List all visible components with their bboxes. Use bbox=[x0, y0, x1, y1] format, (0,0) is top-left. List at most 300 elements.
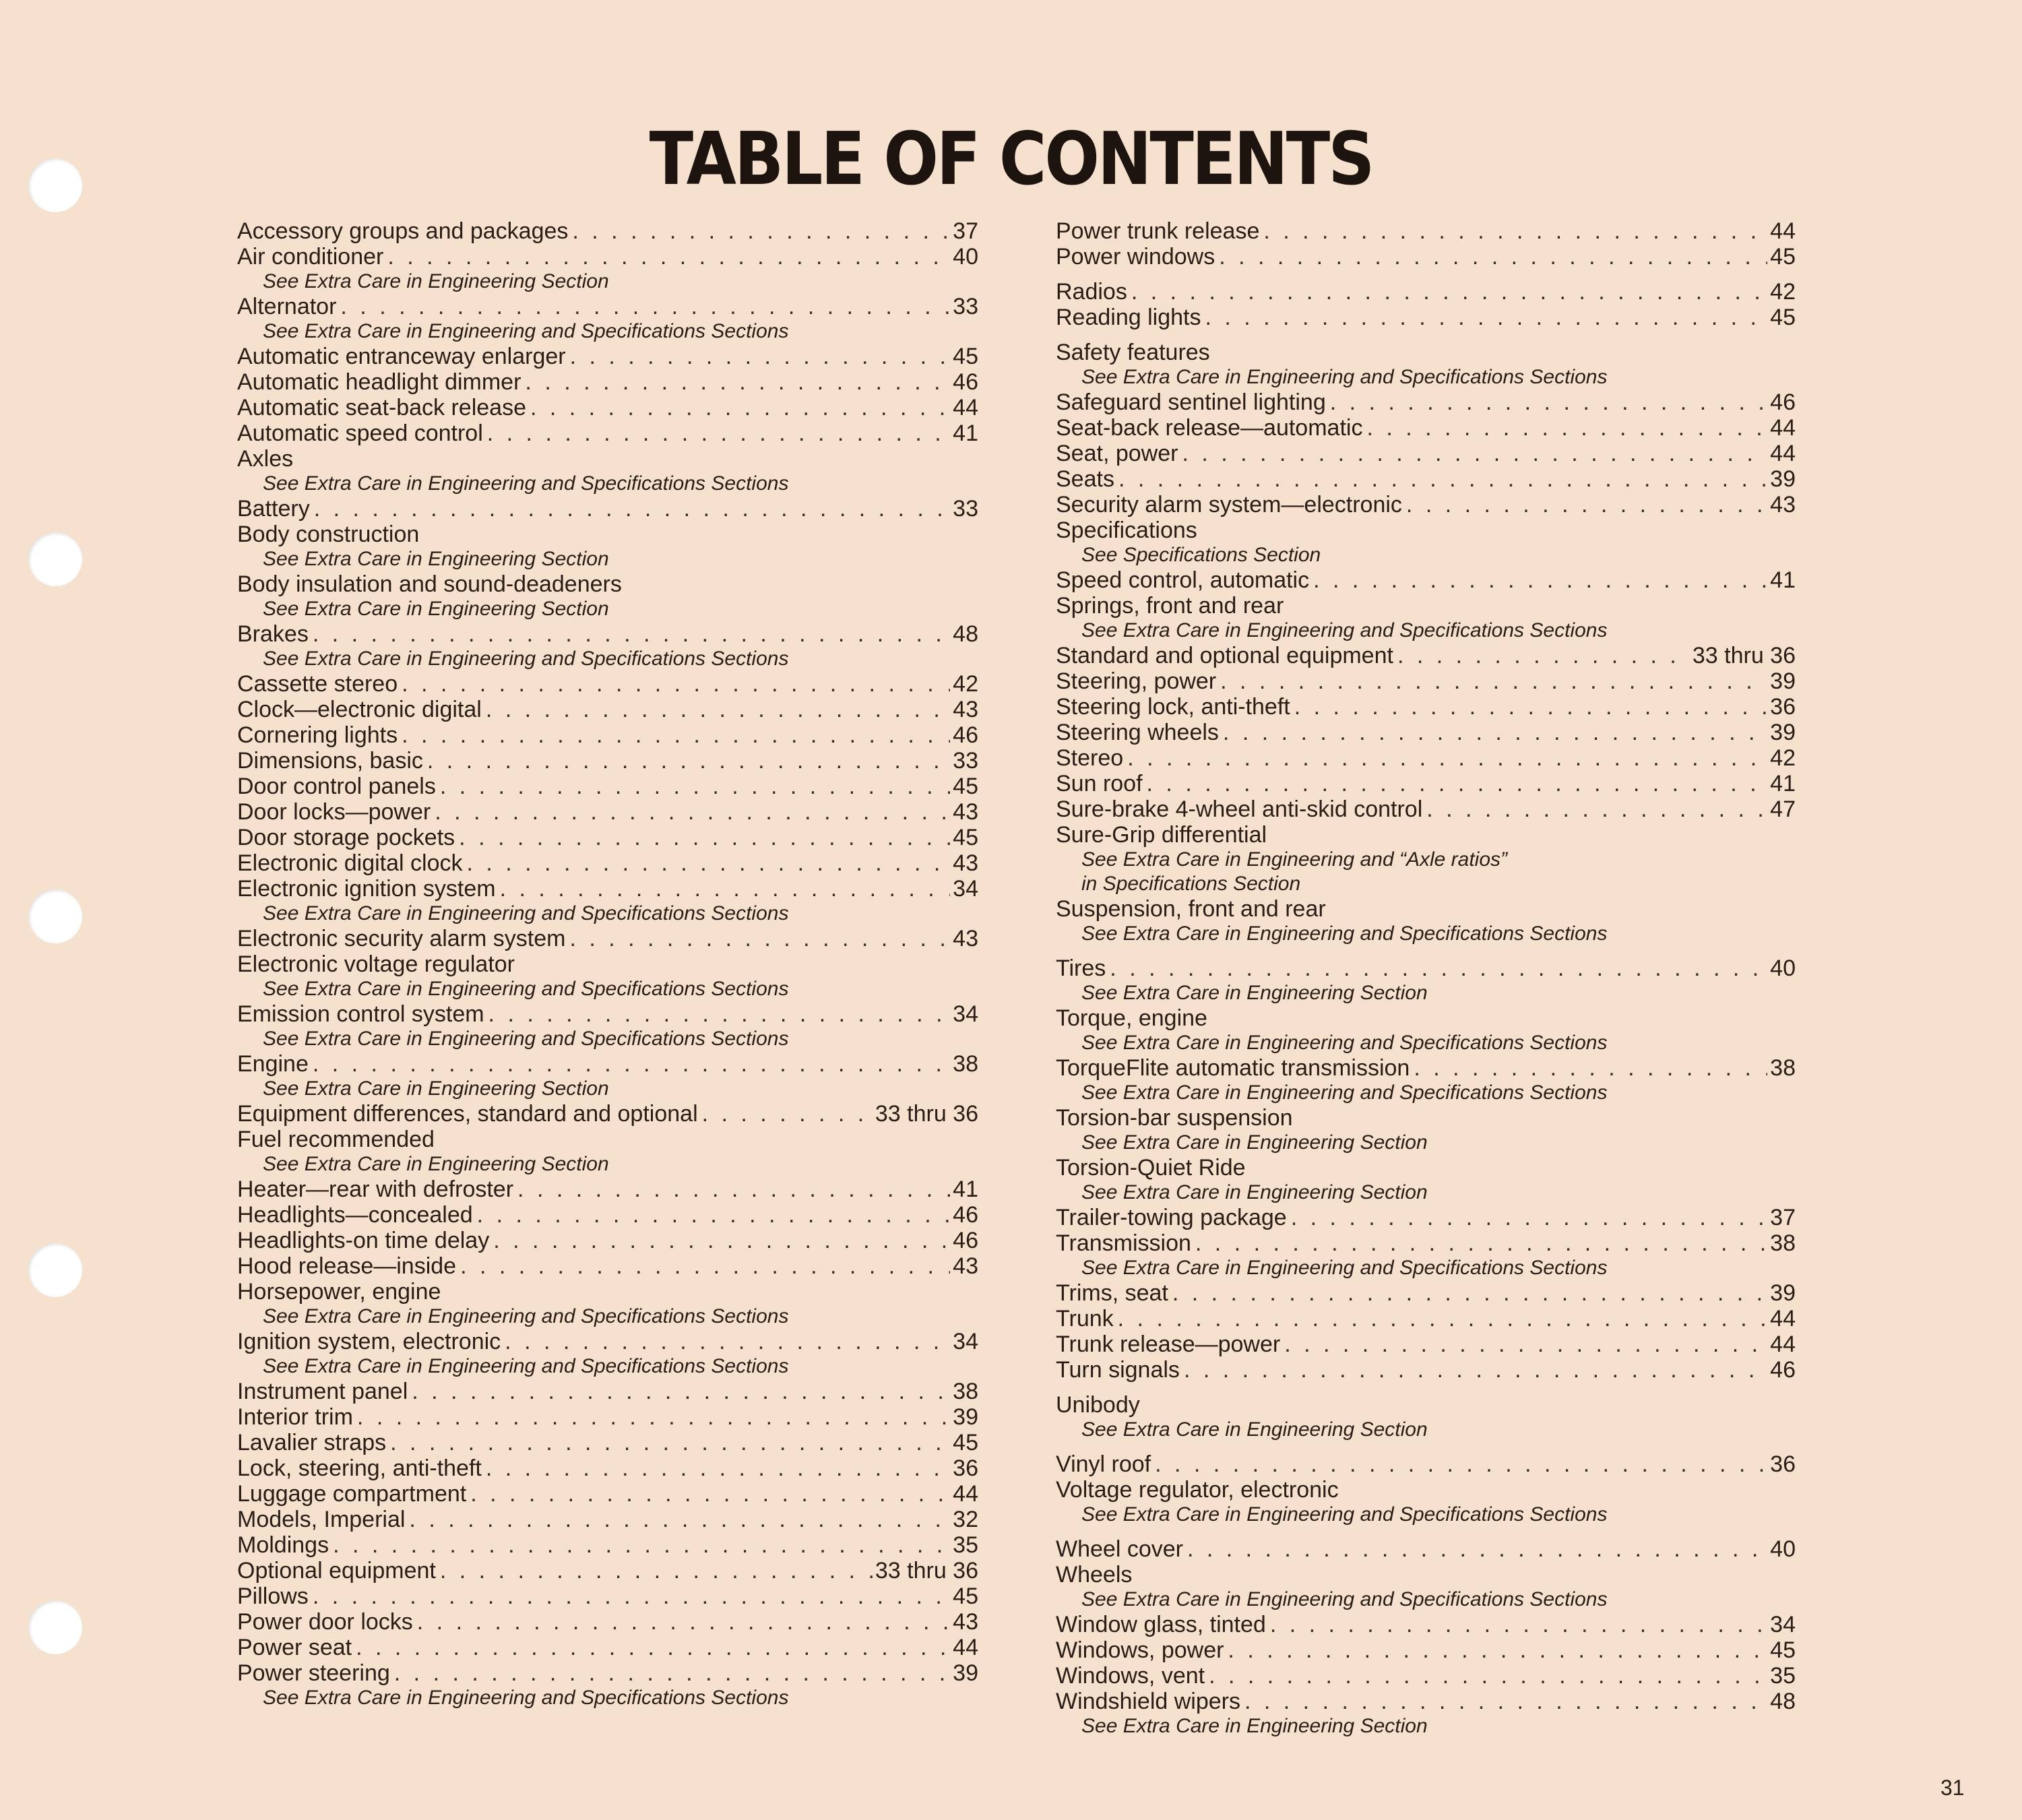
binder-hole bbox=[28, 1243, 82, 1297]
entry-title: Safety features bbox=[1056, 340, 1210, 365]
dot-leader bbox=[1209, 1663, 1767, 1689]
dot-leader bbox=[1205, 305, 1767, 330]
entry-page-number: 33 thru 36 bbox=[1692, 643, 1796, 668]
entry-page-number: 45 bbox=[953, 1583, 978, 1609]
see-also-note: See Extra Care in Engineering Section bbox=[263, 270, 609, 292]
dot-leader bbox=[313, 1583, 950, 1609]
entry-page-number: 39 bbox=[1770, 1280, 1796, 1306]
entry-page-number: 46 bbox=[1770, 1357, 1796, 1383]
entry-page-number: 41 bbox=[1770, 567, 1796, 593]
see-also-note: See Extra Care in Engineering and Specifications Sections bbox=[263, 1028, 789, 1050]
toc-entry bbox=[1056, 896, 1796, 922]
dot-leader bbox=[702, 1101, 873, 1127]
entry-title: Interior trim bbox=[237, 1404, 353, 1430]
see-also-note: See Extra Care in Engineering Section bbox=[1081, 1418, 1428, 1441]
entry-title: Sure-Grip differential bbox=[1056, 822, 1267, 848]
entry-title: Cornering lights bbox=[237, 722, 398, 748]
dot-leader bbox=[493, 1228, 950, 1253]
toc-entry bbox=[1056, 305, 1796, 330]
see-also-note: See Extra Care in Engineering and Specifications Sections bbox=[263, 1305, 789, 1327]
see-also-note: See Extra Care in Engineering and Specifications Sections bbox=[263, 472, 789, 495]
entry-title: Body insulation and sound-deadeners bbox=[237, 571, 622, 597]
entry-title: Suspension, front and rear bbox=[1056, 896, 1326, 922]
dot-leader bbox=[470, 1481, 950, 1507]
entry-page-number: 34 bbox=[953, 1001, 978, 1027]
see-also-note: See Specifications Section bbox=[1081, 544, 1321, 566]
toc-entry bbox=[1056, 720, 1796, 745]
toc-entry bbox=[1056, 1357, 1796, 1383]
toc-entry bbox=[237, 1001, 978, 1027]
entry-page-number: 43 bbox=[953, 1609, 978, 1635]
dot-leader bbox=[356, 1635, 950, 1660]
toc-entry bbox=[237, 1455, 978, 1481]
entry-page-number: 44 bbox=[1770, 1306, 1796, 1331]
see-also-note: See Extra Care in Engineering and Specifications Sections bbox=[1081, 619, 1608, 641]
entry-page-number: 36 bbox=[953, 1455, 978, 1481]
entry-title: Equipment differences, standard and optional bbox=[237, 1101, 698, 1127]
toc-entry bbox=[1056, 955, 1796, 981]
entry-page-number: 33 bbox=[953, 496, 978, 522]
entry-title: Headlights-on time delay bbox=[237, 1228, 490, 1253]
entry-title: Trailer-towing package bbox=[1056, 1205, 1287, 1230]
entry-page-number: 43 bbox=[953, 697, 978, 722]
entry-page-number: 42 bbox=[953, 671, 978, 697]
entry-page-number: 46 bbox=[953, 722, 978, 748]
entry-title: Power windows bbox=[1056, 244, 1215, 270]
entry-title: Voltage regulator, electronic bbox=[1056, 1477, 1339, 1503]
entry-title: Door locks—power bbox=[237, 799, 431, 825]
entry-page-number: 36 bbox=[1770, 694, 1796, 720]
entry-title: Electronic digital clock bbox=[237, 850, 463, 876]
toc-entry bbox=[1056, 218, 1796, 244]
binder-hole bbox=[28, 532, 82, 586]
toc-entry bbox=[1056, 1205, 1796, 1230]
toc-entry bbox=[1056, 1477, 1796, 1503]
dot-leader bbox=[488, 1001, 951, 1027]
entry-title: Door storage pockets bbox=[237, 825, 455, 850]
dot-leader bbox=[440, 774, 950, 799]
see-also-note: See Extra Care in Engineering and Specifications Sections bbox=[1081, 1257, 1608, 1279]
entry-page-number: 32 bbox=[953, 1507, 978, 1532]
entry-page-number: 39 bbox=[1770, 720, 1796, 745]
entry-page-number: 46 bbox=[953, 1228, 978, 1253]
toc-entry bbox=[237, 1609, 978, 1635]
toc-entry bbox=[237, 876, 978, 902]
dot-leader bbox=[1228, 1637, 1767, 1663]
toc-entry bbox=[1056, 822, 1796, 848]
spacer bbox=[1056, 1527, 1796, 1536]
dot-leader bbox=[459, 825, 950, 850]
toc-entry bbox=[1056, 771, 1796, 796]
dot-leader bbox=[412, 1379, 950, 1404]
entry-title: Moldings bbox=[237, 1532, 329, 1558]
entry-title: Specifications bbox=[1056, 517, 1197, 543]
entry-page-number: 34 bbox=[1770, 1612, 1796, 1637]
toc-entry bbox=[1056, 1280, 1796, 1306]
entry-page-number: 35 bbox=[1770, 1663, 1796, 1689]
entry-title: Windows, vent bbox=[1056, 1663, 1205, 1689]
toc-entry bbox=[237, 825, 978, 850]
toc-entry bbox=[237, 395, 978, 420]
entry-title: Electronic security alarm system bbox=[237, 926, 566, 951]
entry-title: Vinyl roof bbox=[1056, 1451, 1151, 1477]
entry-title: Engine bbox=[237, 1051, 309, 1077]
entry-page-number: 44 bbox=[1770, 218, 1796, 244]
entry-title: Hood release—inside bbox=[237, 1253, 457, 1279]
dot-leader bbox=[394, 1660, 950, 1686]
entry-title: Torsion-Quiet Ride bbox=[1056, 1155, 1246, 1181]
entry-page-number: 38 bbox=[1770, 1230, 1796, 1256]
toc-entry bbox=[237, 344, 978, 369]
see-also-note: See Extra Care in Engineering Section bbox=[1081, 982, 1428, 1004]
toc-entry bbox=[237, 1051, 978, 1077]
dot-leader bbox=[460, 1253, 950, 1279]
entry-page-number: 41 bbox=[953, 420, 978, 446]
toc-entry bbox=[237, 671, 978, 697]
dot-leader bbox=[1182, 441, 1767, 466]
entry-page-number: 44 bbox=[1770, 441, 1796, 466]
toc-right-column bbox=[1056, 218, 1796, 1738]
dot-leader bbox=[333, 1532, 950, 1558]
entry-title: Wheel cover bbox=[1056, 1536, 1183, 1562]
entry-page-number: 35 bbox=[953, 1532, 978, 1558]
entry-title: Accessory groups and packages bbox=[237, 218, 569, 244]
toc-entry bbox=[1056, 1536, 1796, 1562]
entry-page-number: 37 bbox=[1770, 1205, 1796, 1230]
entry-page-number: 45 bbox=[953, 774, 978, 799]
spacer bbox=[1056, 1383, 1796, 1392]
spacer bbox=[1056, 1442, 1796, 1451]
toc-entry bbox=[1056, 1392, 1796, 1418]
dot-leader bbox=[570, 344, 951, 369]
toc-entry bbox=[1056, 1663, 1796, 1689]
spacer bbox=[1056, 330, 1796, 340]
entry-title: Transmission bbox=[1056, 1230, 1191, 1256]
entry-page-number: 34 bbox=[953, 876, 978, 902]
toc-entry bbox=[1056, 593, 1796, 619]
toc-entry bbox=[237, 1279, 978, 1305]
dot-leader bbox=[1118, 466, 1767, 492]
dot-leader bbox=[1127, 745, 1767, 771]
toc-entry bbox=[1056, 1612, 1796, 1637]
dot-leader bbox=[1220, 668, 1767, 694]
toc-entry bbox=[237, 951, 978, 977]
dot-leader bbox=[569, 926, 950, 951]
page-number: 31 bbox=[1940, 1776, 1965, 1800]
toc-entry bbox=[237, 1253, 978, 1279]
toc-entry bbox=[1056, 796, 1796, 822]
page-title: TABLE OF CONTENTS bbox=[649, 117, 1373, 201]
toc-entry bbox=[1056, 694, 1796, 720]
dot-leader bbox=[1270, 1612, 1767, 1637]
dot-leader bbox=[402, 671, 950, 697]
entry-title: Seat, power bbox=[1056, 441, 1178, 466]
entry-title: Emission control system bbox=[237, 1001, 484, 1027]
entry-title: Radios bbox=[1056, 279, 1127, 305]
entry-page-number: 44 bbox=[1770, 415, 1796, 441]
entry-title: Lavalier straps bbox=[237, 1430, 387, 1455]
toc-entry bbox=[237, 218, 978, 244]
dot-leader bbox=[466, 850, 950, 876]
dot-leader bbox=[340, 294, 950, 319]
entry-page-number: 48 bbox=[953, 621, 978, 647]
entry-page-number: 46 bbox=[953, 369, 978, 395]
see-also-note: See Extra Care in Engineering and “Axle ratios” bbox=[1081, 848, 1507, 871]
dot-leader bbox=[313, 621, 950, 647]
entry-page-number: 44 bbox=[953, 1481, 978, 1507]
entry-title: Power door locks bbox=[237, 1609, 413, 1635]
entry-title: Power steering bbox=[237, 1660, 390, 1686]
dot-leader bbox=[435, 799, 950, 825]
toc-entry bbox=[237, 722, 978, 748]
entry-title: Heater—rear with defroster bbox=[237, 1176, 514, 1202]
entry-title: Battery bbox=[237, 496, 310, 522]
dot-leader bbox=[387, 244, 950, 270]
entry-title: Optional equipment bbox=[237, 1558, 436, 1583]
entry-title: Body construction bbox=[237, 522, 420, 547]
entry-title: Electronic ignition system bbox=[237, 876, 496, 902]
see-also-note: See Extra Care in Engineering Section bbox=[263, 1153, 609, 1175]
entry-title: Instrument panel bbox=[237, 1379, 408, 1404]
entry-page-number: 40 bbox=[953, 244, 978, 270]
entry-page-number: 41 bbox=[953, 1176, 978, 1202]
entry-page-number: 43 bbox=[953, 1253, 978, 1279]
dot-leader bbox=[517, 1176, 950, 1202]
entry-title: Air conditioner bbox=[237, 244, 384, 270]
toc-entry bbox=[1056, 567, 1796, 593]
entry-title: Cassette stereo bbox=[237, 671, 398, 697]
dot-leader bbox=[1110, 955, 1767, 981]
toc-entry bbox=[1056, 1005, 1796, 1031]
see-also-note: See Extra Care in Engineering and Specifications Sections bbox=[1081, 366, 1608, 388]
toc-entry bbox=[237, 850, 978, 876]
entry-title: Windows, power bbox=[1056, 1637, 1224, 1663]
toc-entry bbox=[237, 1430, 978, 1455]
entry-page-number: 38 bbox=[953, 1379, 978, 1404]
entry-title: Tires bbox=[1056, 955, 1106, 981]
see-also-note: See Extra Care in Engineering Section bbox=[263, 1077, 609, 1100]
toc-entry bbox=[1056, 415, 1796, 441]
toc-entry bbox=[237, 1329, 978, 1354]
entry-title: Steering wheels bbox=[1056, 720, 1219, 745]
spacer bbox=[1056, 270, 1796, 279]
entry-title: Models, Imperial bbox=[237, 1507, 406, 1532]
dot-leader bbox=[417, 1609, 950, 1635]
toc-entry bbox=[237, 1202, 978, 1228]
dot-leader bbox=[427, 748, 950, 774]
dot-leader bbox=[487, 420, 950, 446]
see-also-note: See Extra Care in Engineering and Specifications Sections bbox=[263, 902, 789, 924]
entry-title: Turn signals bbox=[1056, 1357, 1180, 1383]
entry-title: Pillows bbox=[237, 1583, 309, 1609]
see-also-note: See Extra Care in Engineering Section bbox=[1081, 1715, 1428, 1737]
dot-leader bbox=[477, 1202, 951, 1228]
entry-page-number: 45 bbox=[953, 825, 978, 850]
dot-leader bbox=[486, 1455, 950, 1481]
entry-page-number: 38 bbox=[1770, 1055, 1796, 1081]
toc-entry bbox=[1056, 492, 1796, 517]
entry-title: Sun roof bbox=[1056, 771, 1143, 796]
entry-title: Electronic voltage regulator bbox=[237, 951, 515, 977]
dot-leader bbox=[530, 395, 950, 420]
entry-title: Trunk release—power bbox=[1056, 1331, 1281, 1357]
toc-entry bbox=[237, 294, 978, 319]
dot-leader bbox=[500, 876, 951, 902]
entry-title: Springs, front and rear bbox=[1056, 593, 1284, 619]
entry-title: Automatic headlight dimmer bbox=[237, 369, 522, 395]
entry-page-number: 40 bbox=[1770, 1536, 1796, 1562]
toc-entry bbox=[1056, 1155, 1796, 1181]
toc-entry bbox=[237, 1558, 978, 1583]
entry-page-number: 45 bbox=[1770, 305, 1796, 330]
dot-leader bbox=[505, 1329, 950, 1354]
see-also-note: in Specifications Section bbox=[1081, 873, 1301, 895]
entry-page-number: 39 bbox=[1770, 668, 1796, 694]
dot-leader bbox=[1184, 1357, 1767, 1383]
entry-page-number: 43 bbox=[1770, 492, 1796, 517]
entry-title: Power seat bbox=[237, 1635, 352, 1660]
dot-leader bbox=[572, 218, 950, 244]
entry-title: Trims, seat bbox=[1056, 1280, 1168, 1306]
toc-entry bbox=[1056, 1562, 1796, 1588]
binder-hole bbox=[28, 889, 82, 943]
dot-leader bbox=[1330, 389, 1767, 415]
toc-entry bbox=[1056, 517, 1796, 543]
toc-entry bbox=[1056, 643, 1796, 668]
entry-page-number: 43 bbox=[953, 850, 978, 876]
entry-title: Automatic speed control bbox=[237, 420, 483, 446]
entry-page-number: 46 bbox=[953, 1202, 978, 1228]
toc-entry bbox=[237, 1507, 978, 1532]
dot-leader bbox=[1147, 771, 1768, 796]
see-also-note: See Extra Care in Engineering and Specifications Sections bbox=[263, 648, 789, 670]
entry-page-number: 47 bbox=[1770, 796, 1796, 822]
see-also-note: See Extra Care in Engineering Section bbox=[263, 548, 609, 570]
toc-entry bbox=[237, 1127, 978, 1152]
entry-title: Seats bbox=[1056, 466, 1114, 492]
toc-entry bbox=[237, 244, 978, 270]
dot-leader bbox=[1172, 1280, 1767, 1306]
entry-page-number: 43 bbox=[953, 799, 978, 825]
dot-leader bbox=[1414, 1055, 1767, 1081]
entry-title: Window glass, tinted bbox=[1056, 1612, 1266, 1637]
toc-entry bbox=[237, 1379, 978, 1404]
toc-entry bbox=[1056, 1637, 1796, 1663]
entry-title: Fuel recommended bbox=[237, 1127, 435, 1152]
entry-title: Windshield wipers bbox=[1056, 1689, 1240, 1714]
entry-title: Clock—electronic digital bbox=[237, 697, 482, 722]
toc-entry bbox=[237, 697, 978, 722]
entry-page-number: 44 bbox=[953, 395, 978, 420]
dot-leader bbox=[1406, 492, 1767, 517]
entry-title: Torsion-bar suspension bbox=[1056, 1105, 1293, 1131]
entry-title: Standard and optional equipment bbox=[1056, 643, 1393, 668]
toc-entry bbox=[237, 420, 978, 446]
dot-leader bbox=[1294, 694, 1767, 720]
entry-page-number: 36 bbox=[1770, 1451, 1796, 1477]
dot-leader bbox=[1131, 279, 1767, 305]
see-also-note: See Extra Care in Engineering and Specifications Sections bbox=[1081, 922, 1608, 945]
toc-entry bbox=[237, 1583, 978, 1609]
entry-title: Ignition system, electronic bbox=[237, 1329, 501, 1354]
entry-title: Power trunk release bbox=[1056, 218, 1260, 244]
see-also-note: See Extra Care in Engineering and Specifications Sections bbox=[263, 1687, 789, 1709]
entry-title: Sure-brake 4-wheel anti-skid control bbox=[1056, 796, 1423, 822]
entry-page-number: 34 bbox=[953, 1329, 978, 1354]
dot-leader bbox=[1195, 1230, 1767, 1256]
entry-title: Luggage compartment bbox=[237, 1481, 467, 1507]
dot-leader bbox=[1366, 415, 1767, 441]
see-also-note: See Extra Care in Engineering Section bbox=[263, 598, 609, 620]
toc-entry bbox=[237, 369, 978, 395]
toc-entry bbox=[237, 1101, 978, 1127]
dot-leader bbox=[314, 496, 950, 522]
entry-title: Lock, steering, anti-theft bbox=[237, 1455, 482, 1481]
see-also-note: See Extra Care in Engineering Section bbox=[1081, 1131, 1428, 1154]
toc-entry bbox=[1056, 1306, 1796, 1331]
dot-leader bbox=[390, 1430, 950, 1455]
toc-entry bbox=[237, 926, 978, 951]
toc-entry bbox=[237, 774, 978, 799]
toc-entry bbox=[237, 1635, 978, 1660]
entry-title: Door control panels bbox=[237, 774, 436, 799]
toc-left-column bbox=[237, 218, 978, 1710]
binder-hole bbox=[28, 1600, 82, 1654]
entry-page-number: 37 bbox=[953, 218, 978, 244]
entry-title: Headlights—concealed bbox=[237, 1202, 473, 1228]
toc-entry bbox=[1056, 1451, 1796, 1477]
toc-entry bbox=[237, 1481, 978, 1507]
toc-entry bbox=[237, 621, 978, 647]
dot-leader bbox=[1118, 1306, 1768, 1331]
toc-entry bbox=[1056, 279, 1796, 305]
entry-title: Security alarm system—electronic bbox=[1056, 492, 1402, 517]
entry-page-number: 42 bbox=[1770, 745, 1796, 771]
entry-page-number: 38 bbox=[953, 1051, 978, 1077]
toc-entry bbox=[1056, 745, 1796, 771]
entry-title: Trunk bbox=[1056, 1306, 1114, 1331]
toc-entry bbox=[237, 1404, 978, 1430]
entry-title: Unibody bbox=[1056, 1392, 1140, 1418]
toc-entry bbox=[237, 1660, 978, 1686]
dot-leader bbox=[1223, 720, 1767, 745]
entry-title: Dimensions, basic bbox=[237, 748, 423, 774]
toc-entry bbox=[237, 522, 978, 547]
toc-entry bbox=[237, 1176, 978, 1202]
entry-page-number: 33 bbox=[953, 294, 978, 319]
dot-leader bbox=[486, 697, 950, 722]
toc-entry bbox=[1056, 1689, 1796, 1714]
toc-entry bbox=[1056, 389, 1796, 415]
entry-title: Steering lock, anti-theft bbox=[1056, 694, 1290, 720]
dot-leader bbox=[1397, 643, 1690, 668]
entry-title: Brakes bbox=[237, 621, 309, 647]
see-also-note: See Extra Care in Engineering and Specifications Sections bbox=[1081, 1503, 1608, 1526]
toc-entry bbox=[1056, 441, 1796, 466]
entry-page-number: 45 bbox=[953, 1430, 978, 1455]
toc-entry bbox=[1056, 340, 1796, 365]
dot-leader bbox=[1263, 218, 1767, 244]
entry-page-number: 39 bbox=[953, 1404, 978, 1430]
entry-page-number: 42 bbox=[1770, 279, 1796, 305]
see-also-note: See Extra Care in Engineering and Specifications Sections bbox=[263, 320, 789, 342]
entry-page-number: 41 bbox=[1770, 771, 1796, 796]
toc-entry bbox=[237, 496, 978, 522]
toc-entry bbox=[237, 748, 978, 774]
entry-title: Horsepower, engine bbox=[237, 1279, 441, 1305]
dot-leader bbox=[1244, 1689, 1767, 1714]
entry-title: Axles bbox=[237, 446, 294, 472]
